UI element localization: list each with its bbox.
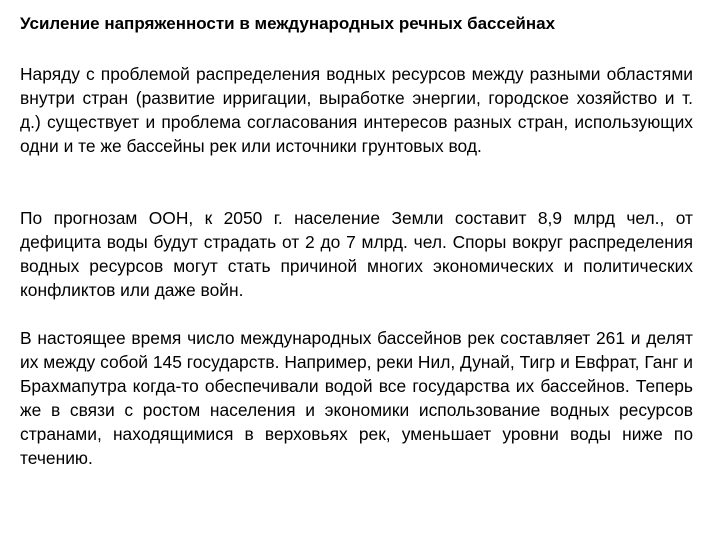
paragraph-un-forecast: По прогнозам ООН, к 2050 г. население Земли составит 8,9 млрд чел., от дефицита воды будут страдать от 2 до 7 млрд. чел. Споры вокруг распределения водных ресурсов могут стать причиной многих экономических и политических конфликтов или даже войн. — [20, 208, 693, 300]
paragraph-water-distribution: Наряду с проблемой распределения водных ресурсов между разными областями внутри стран (развитие ирригации, выработке энергии, городское хозяйство и т. д.) существует и проблема согласования интересов разных стран, использующих одни и те же бассейны рек или источники грунтовых вод. — [20, 64, 693, 156]
slide-title: Усиление напряженности в международных речных бассейнах — [20, 14, 556, 33]
paragraph-international-basins: В настоящее время число международных бассейнов рек составляет 261 и делят их между собой 145 государств. Например, реки Нил, Дунай, Тигр и Евфрат, Ганг и Брахмапутра когда-то обеспечивали водой все государства их бассейнов. Теперь же в связи с ростом населения и экономики использование водных ресурсов странами, находящимися в верховьях рек, уменьшает уровни воды ниже по течению. — [20, 328, 693, 468]
